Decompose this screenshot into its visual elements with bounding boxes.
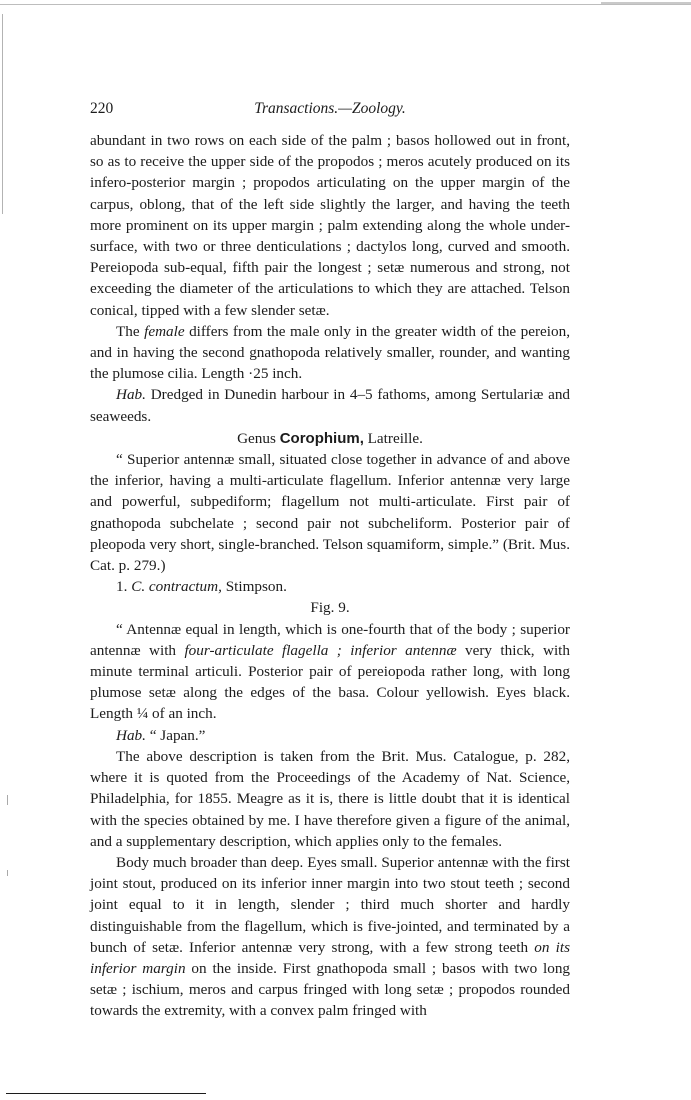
page-body: [90, 130, 570, 1022]
desc-italic-1: four-articulate flagella ;: [184, 641, 342, 659]
paragraph-female: [90, 321, 570, 385]
desc-part-2: very thick, with minute terminal articuli. Posterior pair of pereiopoda rather long, with long plumose setæ along the edges of the basa. Colour yellowish. Eyes black. Length ¼ of an inch.: [90, 641, 571, 723]
habitat-japan: [90, 725, 570, 746]
running-title-main: Transactions.: [254, 100, 339, 117]
page-header: [90, 100, 570, 122]
genus-heading: [90, 428, 570, 449]
body-desc-part-1: Body much broader than deep. Eyes small. Superior antennæ with the first joint stout, produced on its inferior inner margin into two stout teeth ; second joint equal to it in length, slender ; third much shorter and hardly distinguishable from the flagellum, which is five-jointed, and terminated by a bunch of setæ. Inferior antennæ very strong, with a few strong teeth: [90, 853, 570, 956]
paragraph-continuation: abundant in two rows on each side of the palm ; basos hollowed out in front, so as to receive the upper side of the propodos ; meros acutely produced on its infero-posterior margin ; propodos articulating on the upper margin of the carpus, oblong, that of the left side slightly the larger, and having the teeth more prominent on its upper margin ; palm extending along the whole under-surface, with two or three denticulations ; dactylos long, curved and smooth. Pereiopoda sub-equal, fifth pair the longest ; setæ numerous and strong, not exceeding the diameter of the articulations to which they are attached. Telson conical, tipped with a few slender setæ.: [90, 132, 570, 319]
habitat-dunedin: [90, 384, 570, 426]
figure-label: Fig. 9.: [310, 599, 350, 617]
genus-author: Latreille.: [367, 429, 423, 447]
genus-lead: Genus: [237, 429, 276, 447]
species-name: C. contractum,: [131, 578, 222, 596]
scan-top-rule: [0, 4, 691, 5]
habitat-text: “ Japan.”: [149, 726, 206, 744]
genus-description: “ Superior antennæ small, situated close together in advance of and above the inferior, having a multi-articulate flagellum. Inferior antennæ very large and powerful, subpediform; flagellum not multi-articulate. First pair of gnathopoda subchelate ; second pair not subcheliform. Posterior pair of pleopoda very short, single-branched. Telson squamiform, simple.” (Brit. Mus. Cat. p. 279.): [90, 451, 570, 575]
paragraph-source: The above description is taken from the Brit. Mus. Catalogue, p. 282, where it is quoted from the Proceedings of the Academy of Nat. Science, Philadelphia, for 1855. Meagre as it is, there is little doubt that it is identical with the species obtained by me. I have therefore given a figure of the animal, and a supplementary description, which applies only to the females.: [90, 747, 570, 850]
genus-name: Corophium,: [279, 429, 364, 447]
desc-part-1: “ Antennæ equal in length, which is one-fourth that of the body ; superior antennæ with: [90, 620, 570, 659]
running-title: [90, 100, 570, 118]
paragraph-body-description: [90, 852, 570, 1022]
desc-italic-2: inferior antennæ: [350, 641, 457, 659]
habitat-label: Hab.: [116, 386, 146, 404]
running-title-section: Zoology.: [351, 100, 406, 117]
footnote-rule: [6, 1093, 206, 1094]
species-author: Stimpson.: [225, 578, 287, 596]
female-lead: The: [116, 322, 140, 340]
habitat-text: Dredged in Dunedin harbour in 4–5 fathoms, among Sertulariæ and seaweeds.: [90, 386, 571, 425]
habitat-label: Hab.: [116, 726, 146, 744]
female-text: differs from the male only in the greater width of the pereion, and in having the second gnathopoda relatively smaller, rounder, and wanting the plumose cilia. Length ·25 inch.: [90, 322, 570, 383]
body-desc-italic: on its inferior margin: [90, 938, 570, 977]
scan-top-rule-right: [601, 2, 691, 4]
running-title-dash: —: [338, 100, 352, 117]
species-description: [90, 619, 570, 725]
species-heading: [90, 576, 570, 597]
margin-mark: [7, 870, 8, 876]
page-number: 220: [90, 100, 114, 117]
female-term: female: [144, 322, 185, 340]
body-desc-part-2: on the inside. First gnathopoda small ; basos with two long setæ ; ischium, meros and carpus fringed with long setæ ; propodos rounded towards the extremity, with a convex palm fringed with: [90, 959, 571, 1020]
scan-left-edge: [2, 14, 3, 214]
margin-mark: [7, 795, 8, 805]
species-number: 1.: [116, 578, 128, 596]
